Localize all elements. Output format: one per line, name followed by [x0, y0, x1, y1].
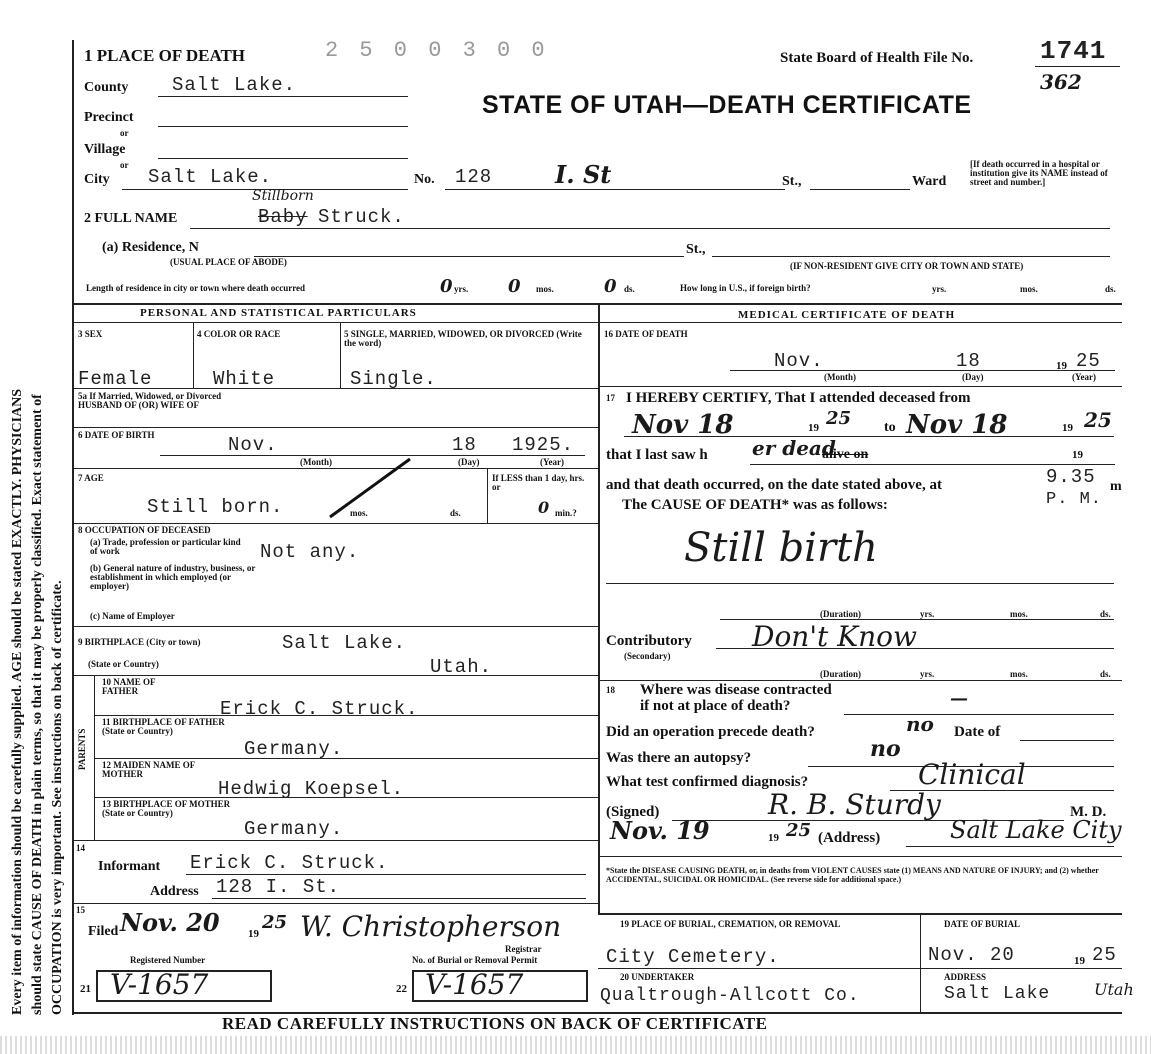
informant-label: Informant [98, 859, 161, 874]
informant-value: Erick C. Struck. [190, 852, 389, 874]
filed-label: Filed [88, 924, 119, 939]
residence-label: (a) Residence, N [102, 240, 199, 255]
nonresident-note: (IF NON-RESIDENT GIVE CITY OR TOWN AND STATE) [790, 261, 1024, 271]
city-label: City [84, 172, 110, 187]
reg-number-value: V-1657 [110, 968, 209, 1001]
no-label: No. [414, 172, 435, 187]
father-birthplace-label: 11 BIRTHPLACE OF FATHER (State or Country) [102, 717, 225, 736]
occupation-a-label: (a) Trade, profession or particular kind of work [90, 537, 241, 556]
father-birthplace: Germany. [244, 738, 344, 760]
mother-name: Hedwig Koepsel. [218, 778, 405, 800]
reg-number-label: Registered Number [130, 955, 206, 965]
date-of-death-label: 16 DATE OF DEATH [604, 329, 688, 339]
residence-st-label: St., [686, 242, 706, 257]
cause-label: The CAUSE OF DEATH* was as follows: [622, 497, 888, 513]
registrar-label: Registrar [505, 944, 542, 954]
document-title: STATE OF UTAH—DEATH CERTIFICATE [482, 91, 972, 119]
county-value: Salt Lake. [172, 74, 297, 96]
sidebar-line-1: Every item of information should be carefully supplied. AGE should be stated EXACTLY. PHYSICIANS [10, 388, 25, 1015]
contributory-value: Don't Know [752, 620, 917, 653]
employer-label: (c) Name of Employer [90, 611, 175, 621]
cause-footnote: *State the DISEASE CAUSING DEATH, or, in deaths from VIOLENT CAUSES state (1) MEANS AND NATURE OF INJURY; and (2) whether ACCIDENTAL, SUICIDAL OR HOMICIDAL. (See reverse side for additional space.) [606, 866, 1099, 884]
permit-label: No. of Burial or Removal Permit [412, 955, 538, 965]
occupation-value: Not any. [260, 541, 360, 563]
sidebar-line-3: OCCUPATION is very important. See instructions on back of certificate. [50, 580, 65, 1015]
file-no-sub: 362 [1040, 70, 1082, 94]
permit-value: V-1657 [425, 968, 524, 1001]
marital-value: Single. [350, 368, 437, 390]
filed-date: Nov. 20 [120, 908, 220, 937]
footer-instructions: READ CAREFULLY INSTRUCTIONS ON BACK OF CERTIFICATE [222, 1014, 768, 1033]
dod-year: 25 [1076, 350, 1101, 372]
test-label: What test confirmed diagnosis? [606, 774, 809, 790]
attend-to-date: Nov 18 [906, 410, 1008, 440]
contributory-label: Contributory [606, 633, 692, 649]
birthplace-city: Salt Lake. [282, 632, 407, 654]
undertaker-address-label: ADDRESS [944, 972, 987, 982]
file-no-label: State Board of Health File No. [780, 50, 974, 66]
stamp-number: 2 5 0 0 3 0 0 [325, 38, 549, 63]
stillborn-annotation: Stillborn [252, 188, 314, 204]
dod-month: Nov. [774, 350, 824, 372]
age-value: Still born. [147, 496, 284, 518]
race-label: 4 COLOR OR RACE [197, 329, 281, 339]
sidebar-line-2: should state CAUSE OF DEATH in plain terms, so that it may be properly classified. Exact statement of [30, 394, 45, 1015]
occupation-b-label: (b) General nature of industry, business, or establishment in which employed (or employer) [90, 563, 256, 591]
mother-label: 12 MAIDEN NAME OF MOTHER [102, 760, 195, 779]
marital-label: 5 SINGLE, MARRIED, WIDOWED, OR DIVORCED (Write the word) [344, 329, 582, 348]
last-saw-label: that I last saw h [606, 447, 708, 463]
length-residence-label: Length of residence in city or town where death occurred [86, 283, 306, 293]
age-stroke [320, 455, 420, 525]
full-name-label: 2 FULL NAME [84, 211, 178, 226]
county-label: County [84, 80, 129, 95]
residence-sublabel: (USUAL PLACE OF ABODE) [170, 257, 287, 267]
physician-signature: R. B. Sturdy [768, 788, 941, 821]
birthplace-state: Utah. [430, 656, 493, 678]
street-name: I. St [555, 160, 612, 189]
dob-year: 1925. [512, 434, 575, 456]
operation-value: no [906, 712, 934, 736]
birthplace-label: 9 BIRTHPLACE (City or town) [78, 637, 201, 647]
sign-date: Nov. 19 [610, 816, 710, 845]
sidebar-instructions [2, 30, 77, 1040]
burial-date: Nov. 20 [928, 944, 1015, 966]
last-saw-value: er dead [752, 436, 836, 460]
street-number: 128 [455, 166, 493, 188]
burial-place-label: 19 PLACE OF BURIAL, CREMATION, OR REMOVAL [620, 919, 841, 929]
dob-label: 6 DATE OF BIRTH [78, 430, 155, 440]
filed-year: 25 [262, 912, 288, 933]
registrar-signature: W. Christopherson [300, 910, 562, 943]
cause-of-death: Still birth [684, 525, 878, 571]
age-label: 7 AGE [78, 473, 104, 483]
less-than-day-label: If LESS than 1 day, hrs. or [492, 473, 585, 492]
dob-month: Nov. [228, 434, 278, 456]
mother-birthplace: Germany. [244, 818, 344, 840]
struck-out-name: Baby [258, 206, 308, 228]
signed-label: (Signed) [606, 804, 660, 820]
physician-address: Salt Lake City [950, 816, 1122, 844]
ward-label: Ward [912, 174, 947, 189]
torn-edge [0, 1036, 1151, 1054]
village-label: Village [84, 142, 126, 157]
medical-section-header: MEDICAL CERTIFICATE OF DEATH [738, 309, 956, 321]
time-of-death: 9.35 [1046, 466, 1096, 488]
father-name: Erick C. Struck. [220, 698, 419, 720]
father-label: 10 NAME OF FATHER [102, 677, 156, 696]
undertaker-address: Salt Lake [944, 984, 1051, 1004]
city-value: Salt Lake. [148, 166, 273, 188]
st-label: St., [782, 174, 802, 189]
informant-address: 128 I. St. [216, 876, 341, 898]
burial-year: 25 [1092, 944, 1117, 966]
dob-day: 18 [452, 434, 477, 456]
file-no: 1741 [1040, 36, 1107, 66]
precinct-label: Precinct [84, 110, 134, 125]
autopsy-value: no [870, 736, 901, 762]
sex-value: Female [78, 368, 153, 390]
personal-section-header: PERSONAL AND STATISTICAL PARTICULARS [140, 307, 417, 319]
operation-label: Did an operation precede death? [606, 724, 815, 740]
certify-text: I HEREBY CERTIFY, That I attended deceased from [626, 390, 971, 406]
death-occurred-label: and that death occurred, on the date stated above, at [606, 477, 942, 493]
left-border [72, 40, 74, 1015]
parents-label: PARENTS [77, 728, 87, 770]
mother-birthplace-label: 13 BIRTHPLACE OF MOTHER (State or Country) [102, 799, 231, 818]
q18-label: Where was disease contracted [640, 682, 832, 698]
autopsy-label: Was there an autopsy? [606, 750, 752, 766]
us-residence-label: How long in U.S., if foreign birth? [680, 283, 811, 293]
burial-place: City Cemetery. [606, 946, 780, 968]
place-of-death-label: 1 PLACE OF DEATH [84, 46, 246, 65]
occupation-label: 8 OCCUPATION OF DECEASED [78, 525, 211, 535]
surname-value: Struck. [318, 206, 405, 228]
informant-address-label: Address [150, 884, 199, 899]
sex-label: 3 SEX [78, 329, 103, 339]
burial-date-label: DATE OF BURIAL [944, 919, 1021, 929]
undertaker-name: Qualtrough-Allcott Co. [600, 986, 860, 1006]
undertaker-label: 20 UNDERTAKER [620, 972, 695, 982]
spouse-label: 5a If Married, Widowed, or Divorced HUSBAND OF (OR) WIFE OF [78, 391, 222, 410]
ward-note: [If death occurred in a hospital or institution give its NAME instead of street and number.] [970, 159, 1108, 187]
attend-from-date: Nov 18 [632, 410, 734, 440]
dod-day: 18 [956, 350, 981, 372]
test-value: Clinical [918, 758, 1026, 791]
race-value: White [213, 368, 276, 390]
